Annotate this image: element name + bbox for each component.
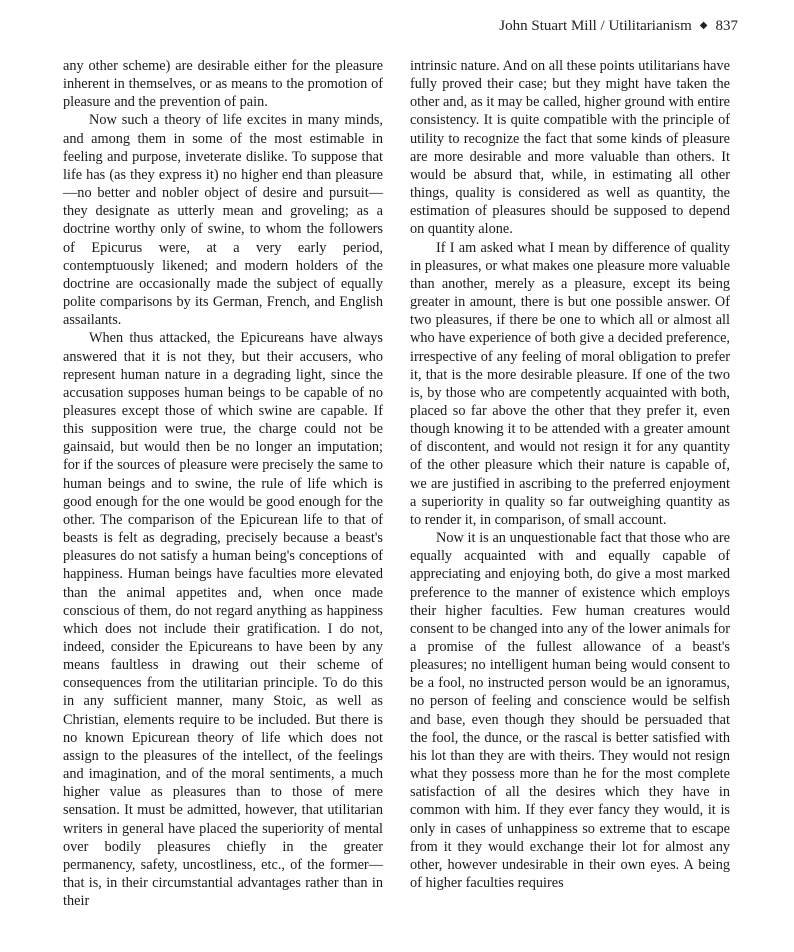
left-column [63,57,383,910]
paragraph: If I am asked what I mean by difference of quality in pleasures, or what makes one pleasure more valuable than another, merely as a pleasure, except its being greater in amount, there is but one possible answer. Of two pleasures, if there be one to which all or almost all who have experience of both give a decided preference, irrespective of any feeling of moral obligation to prefer it, that is the more desirable pleasure. If one of the two is, by those who are competently acquainted with both, placed so far above the other that they prefer it, even though knowing it to be attended with a greater amount of discontent, and would not resign it for any quantity of the other pleasure which their nature is capable of, we are justified in ascribing to the preferred enjoyment a superiority in quality so far outweighing quantity as to render it, in comparison, of small account. [410,239,730,528]
running-title: John Stuart Mill / Utilitarianism [499,18,692,34]
page-number: 837 [715,18,738,34]
paragraph: Now it is an unquestionable fact that those who are equally acquainted with and equally capable of appreciating and enjoying both, do give a most marked preference to the manner of existence which employs their higher faculties. Few human creatures would consent to be changed into any of the lower animals for a promise of the fullest allowance of a beast's pleasures; no intelligent human being would consent to be a fool, no instructed person would be an ignoramus, no person of feeling and conscience would be selfish and base, even though they should be persuaded that the fool, the dunce, or the rascal is better satisfied with his lot than they are with theirs. They would not resign what they possess more than he for the most complete satisfaction of all the desires which they have in common with him. If they ever fancy they would, it is only in cases of unhappiness so extreme that to escape from it they would exchange their lot for almost any other, however undesirable in their own eyes. A being of higher faculties requires [410,530,730,892]
paragraph: When thus attacked, the Epicureans have always answered that it is not they, but their accusers, who represent human nature in a degrading light, since the accusation supposes human beings to be capable of no pleasures except those of which swine are capable. If this supposition were true, the charge could not be gainsaid, but would then be no longer an imputation; for if the sources of pleasure were precisely the same to human beings and to swine, the rule of life which is good enough for the one would be good enough for the other. The comparison of the Epicurean life to that of beasts is felt as degrading, precisely because a beast's pleasures do not satisfy a human being's conceptions of happiness. Human beings have faculties more elevated than the animal appetites and, when once made conscious of them, do not regard anything as happiness which does not include their gratification. I do not, indeed, consider the Epicureans to have been by any means faultless in drawing out their scheme of consequences from the utilitarian principle. To do this in any sufficient manner, many Stoic, as well as Christian, elements require to be included. But there is no known Epicurean theory of life which does not assign to the pleasures of the intellect, of the feelings and imagination, and of the moral sentiments, a much higher value as pleasures than to those of mere sensation. It must be admitted, however, that utilitarian writers in general have placed the superiority of mental over bodily pleasures chiefly in the greater permanency, safety, uncostliness, etc., of the former—that is, in their circumstantial advantages rather than in their [63,330,383,910]
diamond-separator-icon: ◆ [699,20,708,31]
paragraph: intrinsic nature. And on all these points utilitarians have fully proved their case; but they might have taken the other and, as it may be called, higher ground with entire consistency. It is quite compatible with the principle of utility to recognize the fact that some kinds of pleasure are more desirable and more valuable than others. It would be absurd that, while, in estimating all other things, quality is considered as well as quantity, the estimation of pleasures should be supposed to depend on quantity alone. [410,58,730,238]
paragraph: Now such a theory of life excites in many minds, and among them in some of the most estimable in feeling and purpose, inveterate dislike. To suppose that life has (as they express it) no higher end than pleasure—no better and nobler object of desire and pursuit—they designate as utterly mean and groveling; as a doctrine worthy only of swine, to whom the followers of Epicurus were, at a very early period, contemptuously likened; and modern holders of the doctrine are occasionally made the subject of equally polite comparisons by its German, French, and English assailants. [63,112,383,329]
paragraph: any other scheme) are desirable either for the pleasure inherent in themselves, or as means to the promotion of pleasure and the prevention of pain. [63,58,383,111]
right-column [410,57,730,892]
running-header [499,18,738,35]
